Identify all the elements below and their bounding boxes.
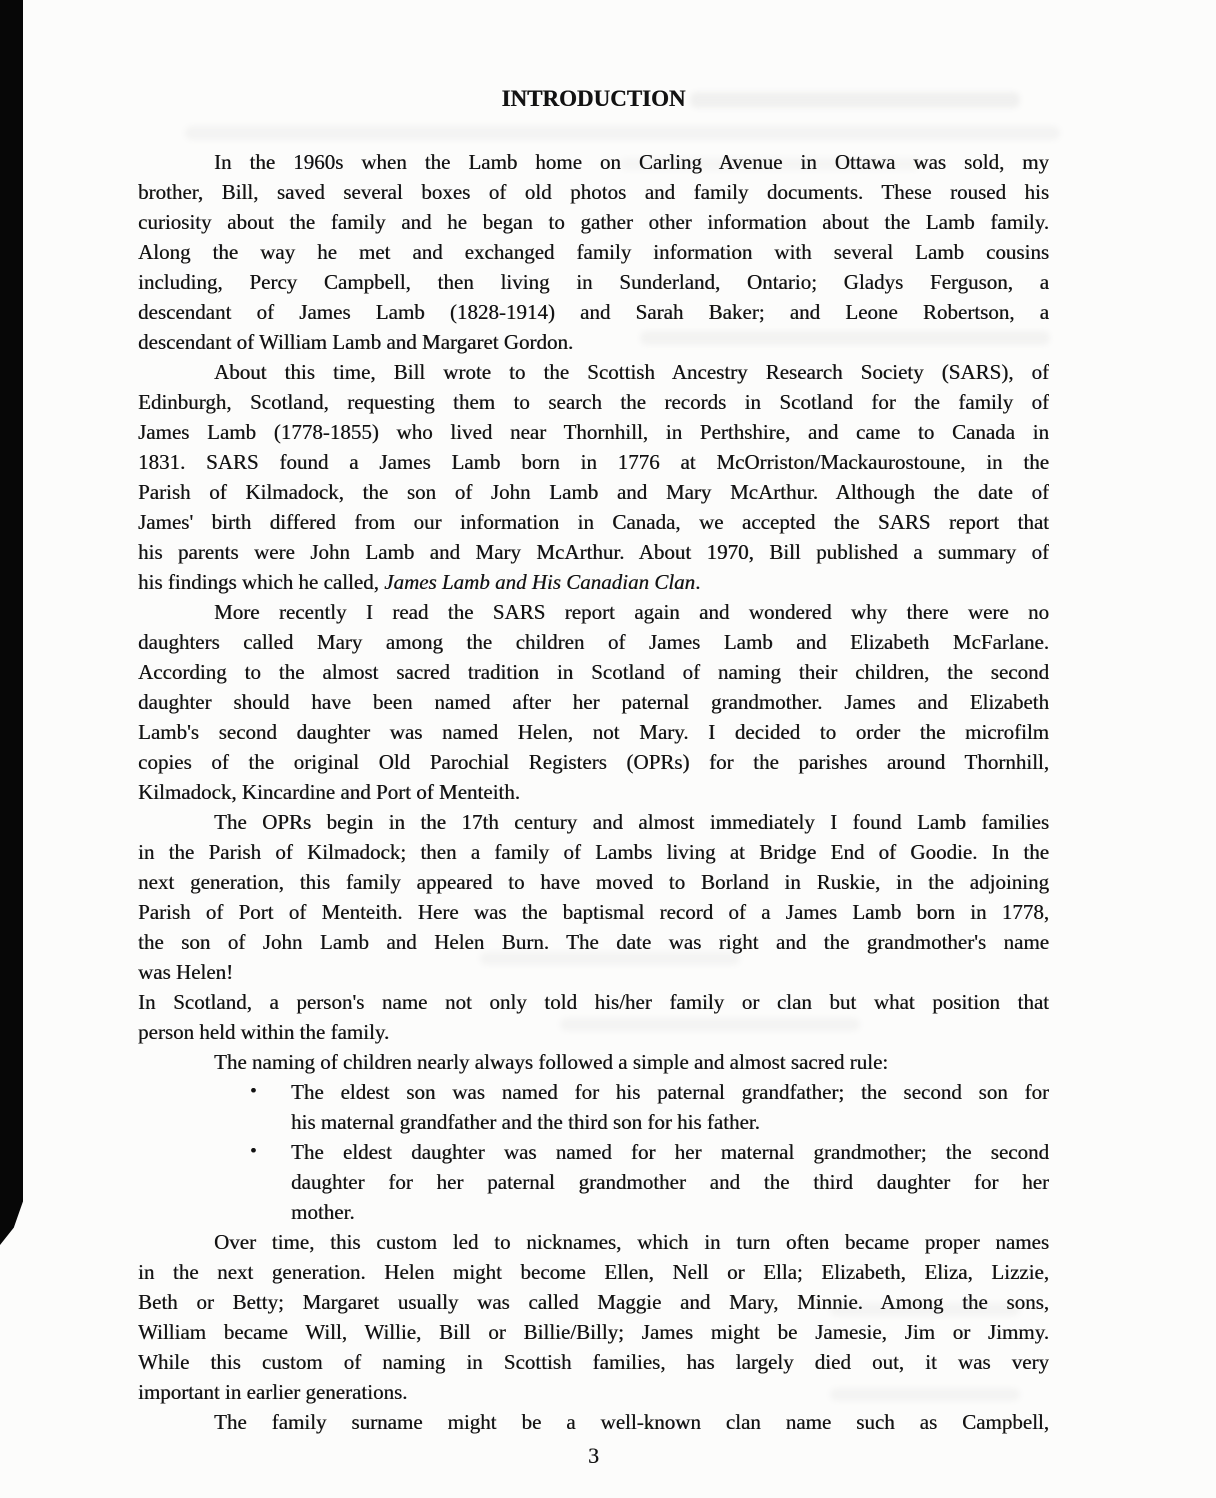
text-line: daughters called Mary among the children of James Lamb and Elizabeth McFarlane. [138,630,1049,654]
text-line: The naming of children nearly always followed a simple and almost sacred rule: [214,1050,889,1074]
bleed-through-mark [185,126,1060,140]
text-line: descendant of James Lamb (1828-1914) and Sarah Baker; and Leone Robertson, a [138,300,1049,324]
document-body [138,147,1049,1437]
text-line: Parish of Kilmadock, the son of John Lamb and Mary McArthur. Although the date of [138,480,1049,504]
text-line [138,567,1049,597]
text-line: in the next generation. Helen might become Ellen, Nell or Ella; Elizabeth, Eliza, Lizzie, [138,1260,1049,1284]
page-title: INTRODUCTION [501,86,686,111]
text-line: his maternal grandfather and the third son for his father. [291,1110,760,1134]
bullet-icon: • [250,1081,257,1102]
text-line: According to the almost sacred tradition in Scotland of naming their children, the second [138,660,1049,684]
text-line: daughter for her paternal grandmother and the third daughter for her [291,1170,1049,1194]
text-line: Along the way he met and exchanged family information with several Lamb cousins [138,240,1049,264]
text-line: More recently I read the SARS report again and wondered why there were no [214,600,1049,624]
text-line: descendant of William Lamb and Margaret Gordon. [138,330,574,354]
text-line: In the 1960s when the Lamb home on Carling Avenue in Ottawa was sold, my [214,150,1049,174]
text-line: copies of the original Old Parochial Registers (OPRs) for the parishes around Thornhill, [138,750,1049,774]
text-line: in the Parish of Kilmadock; then a family of Lambs living at Bridge End of Goodie. In the [138,840,1049,864]
text-line: Over time, this custom led to nicknames, which in turn often became proper names [214,1230,1049,1254]
text-line: daughter should have been named after her paternal grandmother. James and Elizabeth [138,690,1049,714]
text-line: curiosity about the family and he began to gather other information about the Lamb family. [138,210,1049,234]
text-segment: his findings which he called, [138,570,385,594]
text-line: Kilmadock, Kincardine and Port of Menteith. [138,780,520,804]
text-line: In Scotland, a person's name not only told his/her family or clan but what position that [138,990,1049,1014]
text-line: mother. [291,1200,355,1224]
text-line: person held within the family. [138,1020,390,1044]
page-number: 3 [588,1443,599,1468]
text-line: About this time, Bill wrote to the Scottish Ancestry Research Society (SARS), of [214,360,1049,384]
text-line: Beth or Betty; Margaret usually was called Maggie and Mary, Minnie. Among the sons, [138,1290,1049,1314]
text-line: next generation, this family appeared to have moved to Borland in Ruskie, in the adjoining [138,870,1049,894]
text-line: Lamb's second daughter was named Helen, not Mary. I decided to order the microfilm [138,720,1049,744]
bullet-text [291,1077,1049,1137]
text-line: the son of John Lamb and Helen Burn. The date was right and the grandmother's name [138,930,1049,954]
text-line: The eldest son was named for his paternal grandfather; the second son for [291,1080,1049,1104]
text-line: Edinburgh, Scotland, requesting them to search the records in Scotland for the family of [138,390,1049,414]
text-line: important in earlier generations. [138,1380,408,1404]
text-line: The family surname might be a well-known clan name such as Campbell, [214,1410,1049,1434]
bullet-item [138,1077,1049,1137]
text-line: brother, Bill, saved several boxes of old photos and family documents. These roused his [138,180,1049,204]
bullet-item [138,1137,1049,1227]
text-line: 1831. SARS found a James Lamb born in 1776 at McOrriston/Mackaurostoune, in the [138,450,1049,474]
book-title-italic: James Lamb and His Canadian Clan [384,570,696,594]
text-line: James Lamb (1778-1855) who lived near Thornhill, in Perthshire, and came to Canada in [138,420,1049,444]
scan-edge-artifact [0,0,23,1245]
bullet-icon: • [250,1141,257,1162]
text-line: While this custom of naming in Scottish families, has largely died out, it was very [138,1350,1049,1374]
text-line: was Helen! [138,960,234,984]
text-line: The OPRs begin in the 17th century and almost immediately I found Lamb families [214,810,1049,834]
text-line: his parents were John Lamb and Mary McArthur. About 1970, Bill published a summary of [138,540,1049,564]
text-segment: . [695,570,701,594]
bullet-text [291,1137,1049,1227]
text-line: William became Will, Willie, Bill or Billie/Billy; James might be Jamesie, Jim or Jimmy. [138,1320,1049,1344]
text-line: including, Percy Campbell, then living in Sunderland, Ontario; Gladys Ferguson, a [138,270,1049,294]
text-line: The eldest daughter was named for her maternal grandmother; the second [291,1140,1049,1164]
text-line: Parish of Port of Menteith. Here was the baptismal record of a James Lamb born in 1778, [138,900,1049,924]
text-line: James' birth differed from our information in Canada, we accepted the SARS report that [138,510,1049,534]
